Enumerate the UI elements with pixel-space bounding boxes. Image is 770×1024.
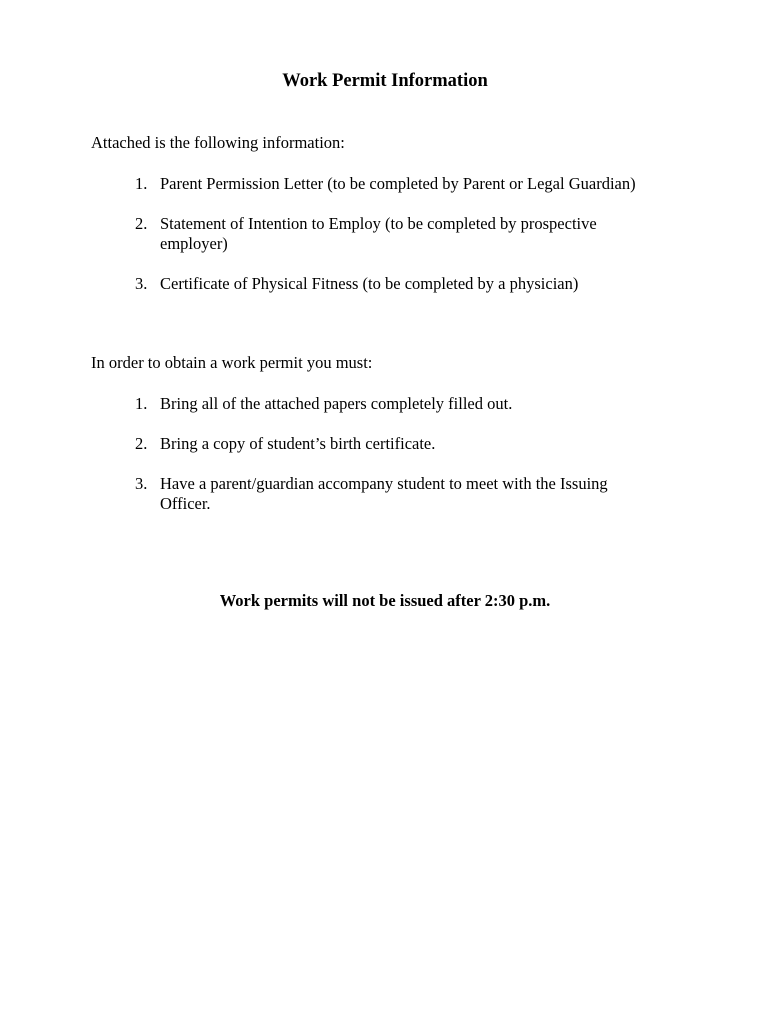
list-text: Statement of Intention to Employ (to be completed by prospective employer) bbox=[160, 214, 597, 253]
list-text: Have a parent/guardian accompany student to meet with the Issuing Officer. bbox=[160, 474, 608, 513]
list-text: Certificate of Physical Fitness (to be completed by a physician) bbox=[160, 274, 579, 293]
list-text: Parent Permission Letter (to be completed by Parent or Legal Guardian) bbox=[160, 174, 636, 193]
list-number: 3. bbox=[135, 474, 148, 493]
requirements-intro: In order to obtain a work permit you must: bbox=[91, 353, 373, 372]
list-number: 1. bbox=[135, 174, 148, 193]
list-number: 2. bbox=[135, 214, 148, 233]
list-text: Bring all of the attached papers completely filled out. bbox=[160, 394, 513, 413]
issue-time-notice: Work permits will not be issued after 2:30 p.m. bbox=[219, 591, 551, 610]
list-number: 1. bbox=[135, 394, 148, 413]
list-text: Bring a copy of student’s birth certificate. bbox=[160, 434, 436, 453]
attachments-intro: Attached is the following information: bbox=[91, 133, 345, 152]
document-title: Work Permit Information bbox=[282, 71, 488, 91]
list-number: 2. bbox=[135, 434, 148, 453]
list-number: 3. bbox=[135, 274, 148, 293]
